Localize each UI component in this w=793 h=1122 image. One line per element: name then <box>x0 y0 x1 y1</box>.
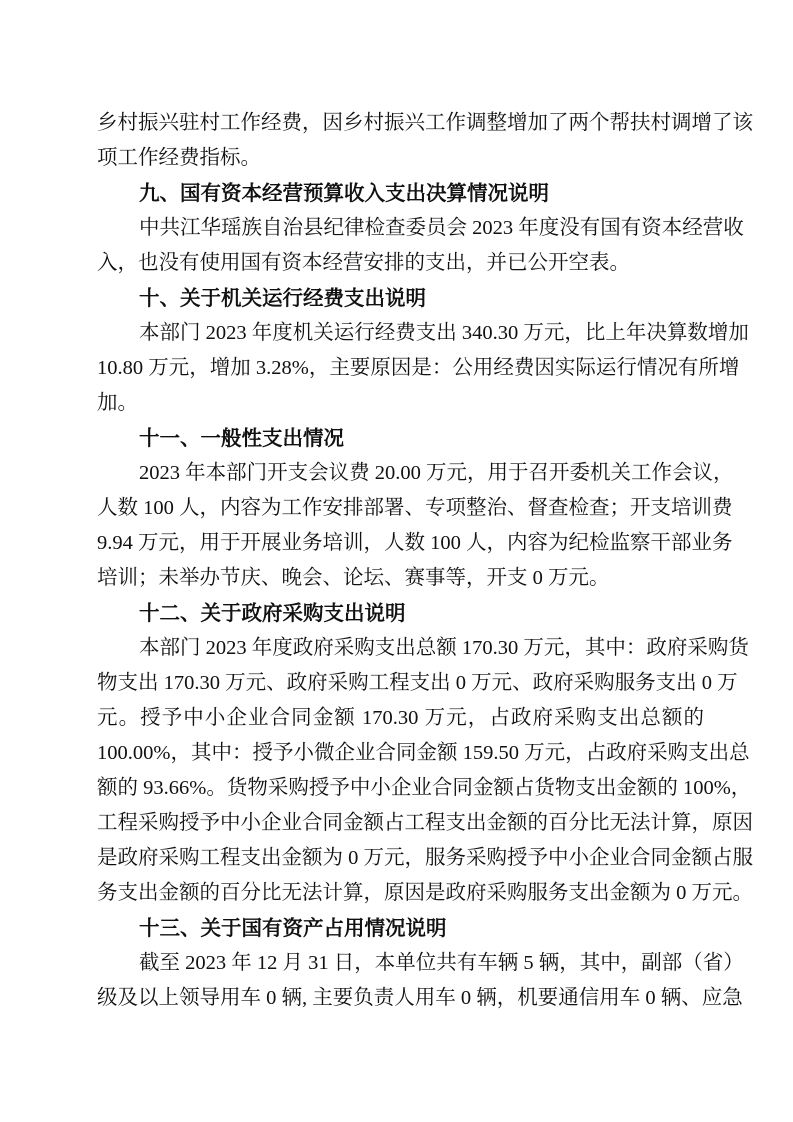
text-line: 培训；未举办节庆、晚会、论坛、赛事等，开支 0 万元。 <box>97 567 610 589</box>
paragraph <box>97 211 744 281</box>
text-line: 加。 <box>97 392 138 414</box>
text-line: 本部门 2023 年度政府采购支出总额 170.30 万元，其中：政府采购货 <box>139 637 749 659</box>
text-line: 额的 93.66%。货物采购授予中小企业合同金额占货物支出金额的 100%， <box>97 777 752 799</box>
text-line: 100.00%，其中：授予小微企业合同金额 159.50 万元，占政府采购支出总 <box>97 742 750 764</box>
paragraph <box>97 456 734 596</box>
paragraph <box>97 946 744 1016</box>
text-line: 物支出 170.30 万元、政府采购工程支出 0 万元、政府采购服务支出 0 万 <box>97 672 738 694</box>
text-line: 2023 年本部门开支会议费 20.00 万元，用于召开委机关工作会议， <box>139 462 734 484</box>
text-line: 本部门 2023 年度机关运行经费支出 340.30 万元，比上年决算数增加 <box>139 322 749 344</box>
text-line: 元。授予中小企业合同金额 170.30 万元，占政府采购支出总额的 <box>97 707 704 729</box>
section-heading: 十二、关于政府采购支出说明 <box>139 601 406 625</box>
text-line: 项工作经费指标。 <box>97 147 261 169</box>
paragraph <box>97 316 749 421</box>
text-line: 10.80 万元，增加 3.28%，主要原因是：公用经费因实际运行情况有所增 <box>97 357 740 379</box>
section-heading: 九、国有资本经营预算收入支出决算情况说明 <box>139 181 549 205</box>
text-line: 人数 100 人，内容为工作安排部署、专项整治、督查检查；开支培训费 <box>97 497 733 519</box>
text-line: 级及以上领导用车 0 辆, 主要负责人用车 0 辆，机要通信用车 0 辆、应急 <box>97 987 743 1009</box>
text-line: 工程采购授予中小企业合同金额占工程支出金额的百分比无法计算，原因 <box>97 812 753 834</box>
text-line: 入，也没有使用国有资本经营安排的支出，并已公开空表。 <box>97 252 630 274</box>
paragraph <box>97 631 753 911</box>
document-page <box>97 106 753 1016</box>
text-line: 务支出金额的百分比无法计算，原因是政府采购服务支出金额为 0 万元。 <box>97 882 753 904</box>
section-heading: 十三、关于国有资产占用情况说明 <box>139 916 447 940</box>
text-line: 乡村振兴驻村工作经费，因乡村振兴工作调整增加了两个帮扶村调增了该 <box>97 112 753 134</box>
text-line: 是政府采购工程支出金额为 0 万元，服务采购授予中小企业合同金额占服 <box>97 847 753 869</box>
section-heading: 十、关于机关运行经费支出说明 <box>139 286 426 310</box>
paragraph <box>97 106 753 176</box>
section-heading: 十一、一般性支出情况 <box>139 426 344 450</box>
text-line: 截至 2023 年 12 月 31 日，本单位共有车辆 5 辆，其中，副部（省） <box>139 952 744 974</box>
text-line: 9.94 万元，用于开展业务培训，人数 100 人，内容为纪检监察干部业务 <box>97 532 733 554</box>
text-line: 中共江华瑶族自治县纪律检查委员会 2023 年度没有国有资本经营收 <box>139 217 744 239</box>
